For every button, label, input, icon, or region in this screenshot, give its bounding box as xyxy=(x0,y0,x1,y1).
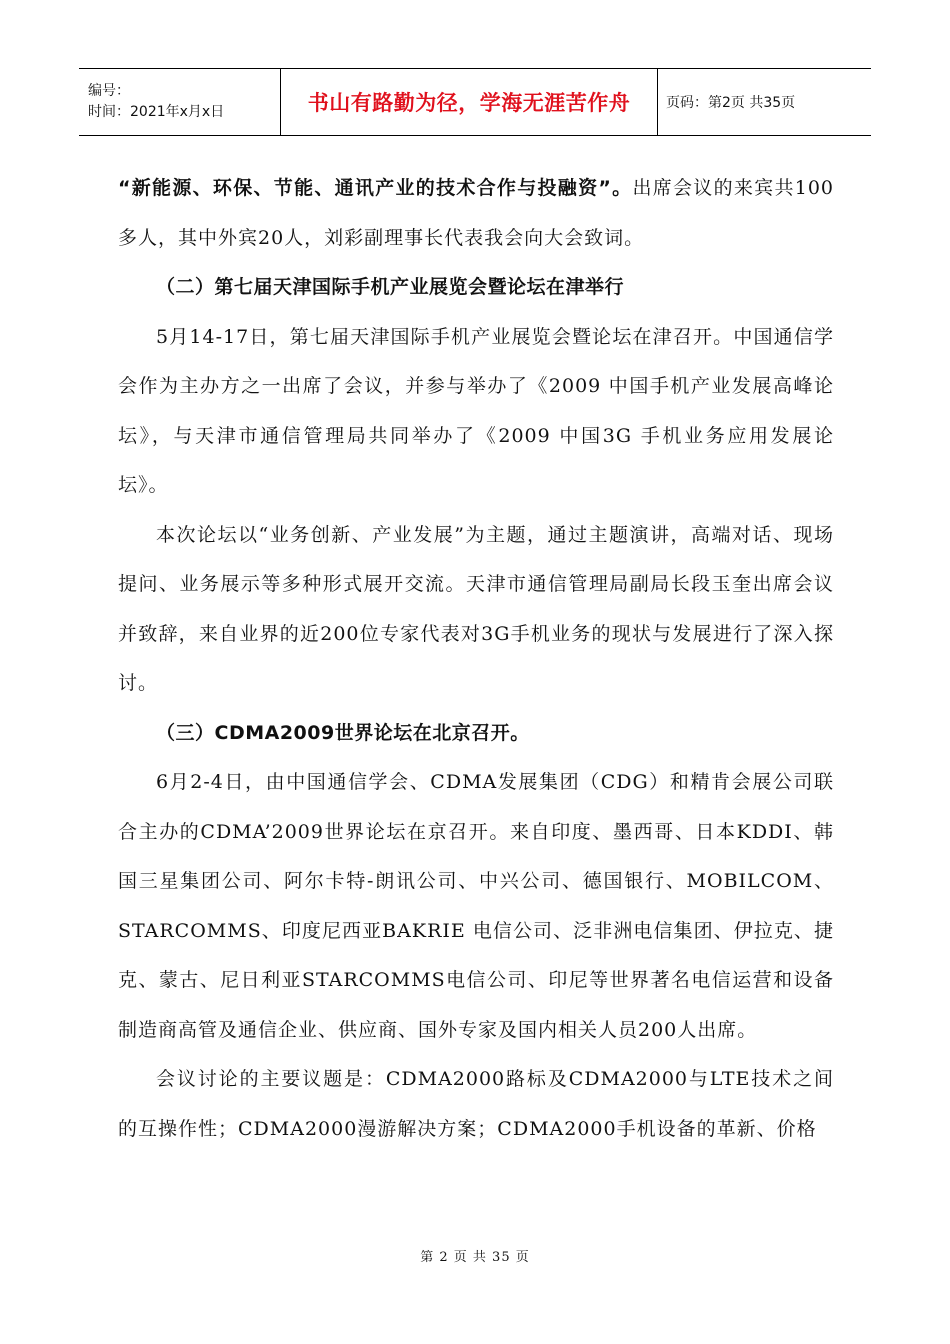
paragraph-1 xyxy=(118,164,834,263)
serial-label: 编号： xyxy=(88,83,130,99)
header-meta xyxy=(79,69,281,135)
header-motto-cell xyxy=(281,69,658,135)
paragraph-5: 会议讨论的主要议题是：CDMA2000路标及CDMA2000与LTE技术之间的互操作性；CDMA2000漫游解决方案；CDMA2000手机设备的革新、价格 xyxy=(118,1068,834,1140)
motto-text: 书山有路勤为径，学海无涯苦作舟 xyxy=(307,91,631,115)
date-label: 时间：2021年x月x日 xyxy=(88,104,225,120)
section-heading-3: （三）CDMA2009世界论坛在北京召开。 xyxy=(156,721,530,744)
paragraph-3: 本次论坛以“业务创新、产业发展”为主题，通过主题演讲，高端对话、现场提问、业务展示等多种形式展开交流。天津市通信管理局副局长段玉奎出席会议并致辞，来自业界的近200位专家代表对3G手机业务的现状与发展进行了深入探讨。 xyxy=(118,523,834,694)
header-page-info xyxy=(658,69,871,135)
paragraph-4: 6月2-4日，由中国通信学会、CDMA发展集团（CDG）和精肯会展公司联合主办的CDMA’2009世界论坛在京召开。来自印度、墨西哥、日本KDDI、韩国三星集团公司、阿尔卡特-朗讯公司、中兴公司、德国银行、MOBILCOM、STARCOMMS、印度尼西亚BAKRIE 电信公司、泛非洲电信集团、伊拉克、捷克、蒙古、尼日利亚STARCOMMS电信公司、印尼等世界著名电信运营和设备制造商高管及通信企业、供应商、国外专家及国内相关人员200人出席。 xyxy=(118,771,834,1041)
page-info-text: 页码：第2页 共35页 xyxy=(666,95,796,111)
section-heading-2: （二）第七届天津国际手机产业展览会暨论坛在津举行 xyxy=(156,276,625,298)
document-body xyxy=(118,164,834,1154)
paragraph-1-bold: “新能源、环保、节能、通讯产业的技术合作与投融资”。 xyxy=(118,177,633,199)
paragraph-2: 5月14-17日，第七届天津国际手机产业展览会暨论坛在津召开。中国通信学会作为主办方之一出席了会议，并参与举办了《2009 中国手机产业发展高峰论坛》，与天津市通信管理局共同举办了《2009 中国3G 手机业务应用发展论坛》。 xyxy=(118,325,834,496)
footer-page-number: 第 2 页 共 35 页 xyxy=(420,1250,530,1265)
page-footer xyxy=(0,1246,950,1265)
page-header xyxy=(79,68,871,136)
paragraph-1-rest: 出席会议的来宾共100多人，其中外宾20人，刘彩副理事长代表我会向大会致词。 xyxy=(118,177,834,249)
